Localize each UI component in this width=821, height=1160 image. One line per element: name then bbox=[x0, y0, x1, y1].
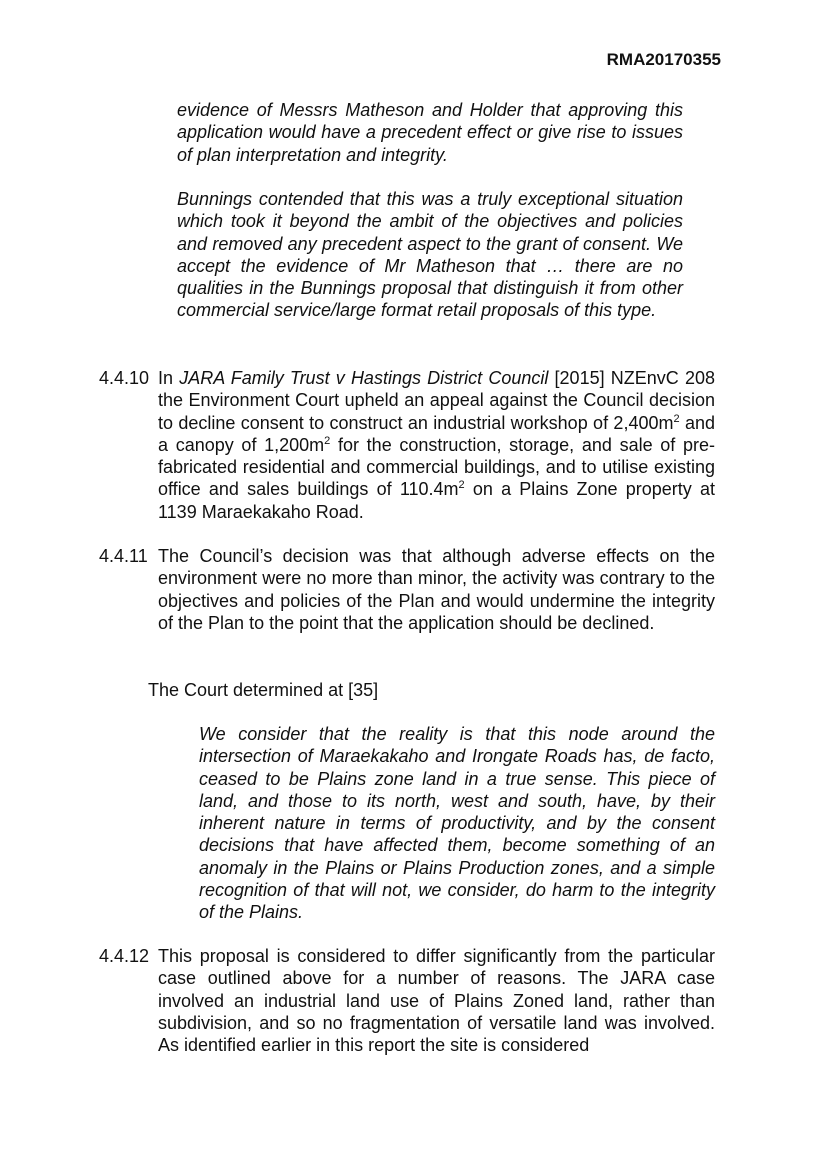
document-reference: RMA20170355 bbox=[606, 50, 721, 69]
quote-paragraph-1: evidence of Messrs Matheson and Holder that approving this application would have a precedent effect or give rise to issues of plan interpretation and integrity. bbox=[177, 100, 683, 165]
paragraph-number-4-4-11: 4.4.11 bbox=[99, 546, 148, 566]
court-determined-line: The Court determined at [35] bbox=[148, 680, 379, 700]
paragraph-number-4-4-10: 4.4.10 bbox=[99, 368, 150, 388]
superscript-2: 2 bbox=[673, 412, 680, 425]
paragraph-4-4-12: This proposal is considered to differ significantly from the particular case outlined above for a number of reasons. The JARA case involved an industrial land use of Plains Zoned land, rather than subdivision, and so no fragmentation of versatile land was involved. As identified earlier in this report the site is considered bbox=[158, 946, 715, 1056]
superscript-2: 2 bbox=[324, 434, 331, 447]
case-name: JARA Family Trust v Hastings District Council bbox=[179, 368, 549, 388]
para-4-4-10-intro: In bbox=[158, 368, 180, 388]
para-4-4-10-text-d: on a Plains Zone property at 1139 Maraekakaho Road. bbox=[158, 479, 715, 522]
paragraph-4-4-10 bbox=[158, 367, 715, 523]
paragraph-4-4-11: The Council’s decision was that although adverse effects on the environment were no more than minor, the activity was contrary to the objectives and policies of the Plan and would undermine the integrity of the Plan to the point that the application should be declined. bbox=[158, 546, 715, 633]
para-4-4-10-text-a: [2015] NZEnvC 208 the Environment Court upheld an appeal against the Council decision to decline consent to construct an industrial workshop of 2,400m bbox=[158, 368, 715, 433]
paragraph-number-4-4-12: 4.4.12 bbox=[99, 946, 150, 966]
quote-paragraph-2: Bunnings contended that this was a truly exceptional situation which took it beyond the ambit of the objectives and policies and removed any precedent aspect to the grant of consent. We accept the evidence of Mr Matheson that … there are no qualities in the Bunnings proposal that distinguish it from other commercial service/large format retail proposals of this type. bbox=[177, 189, 683, 321]
para-4-4-10-text-c: for the construction, storage, and sale of pre-fabricated residential and commercial buildings, and to utilise existing office and sales buildings of 110.4m bbox=[158, 434, 715, 500]
superscript-2: 2 bbox=[458, 479, 465, 492]
para-4-4-10-text-b: and a canopy of 1,200m bbox=[158, 412, 715, 455]
court-quote: We consider that the reality is that this node around the intersection of Maraekakaho and Irongate Roads has, de facto, ceased to be Plains zone land in a true sense. This piece of land, and those to its north, west and south, have, by their inherent nature in terms of productivity, and by the consent decisions that have affected them, become something of an anomaly in the Plains or Plains Production zones, and a simple recognition of that will not, we consider, do harm to the integrity of the Plains. bbox=[199, 724, 715, 923]
